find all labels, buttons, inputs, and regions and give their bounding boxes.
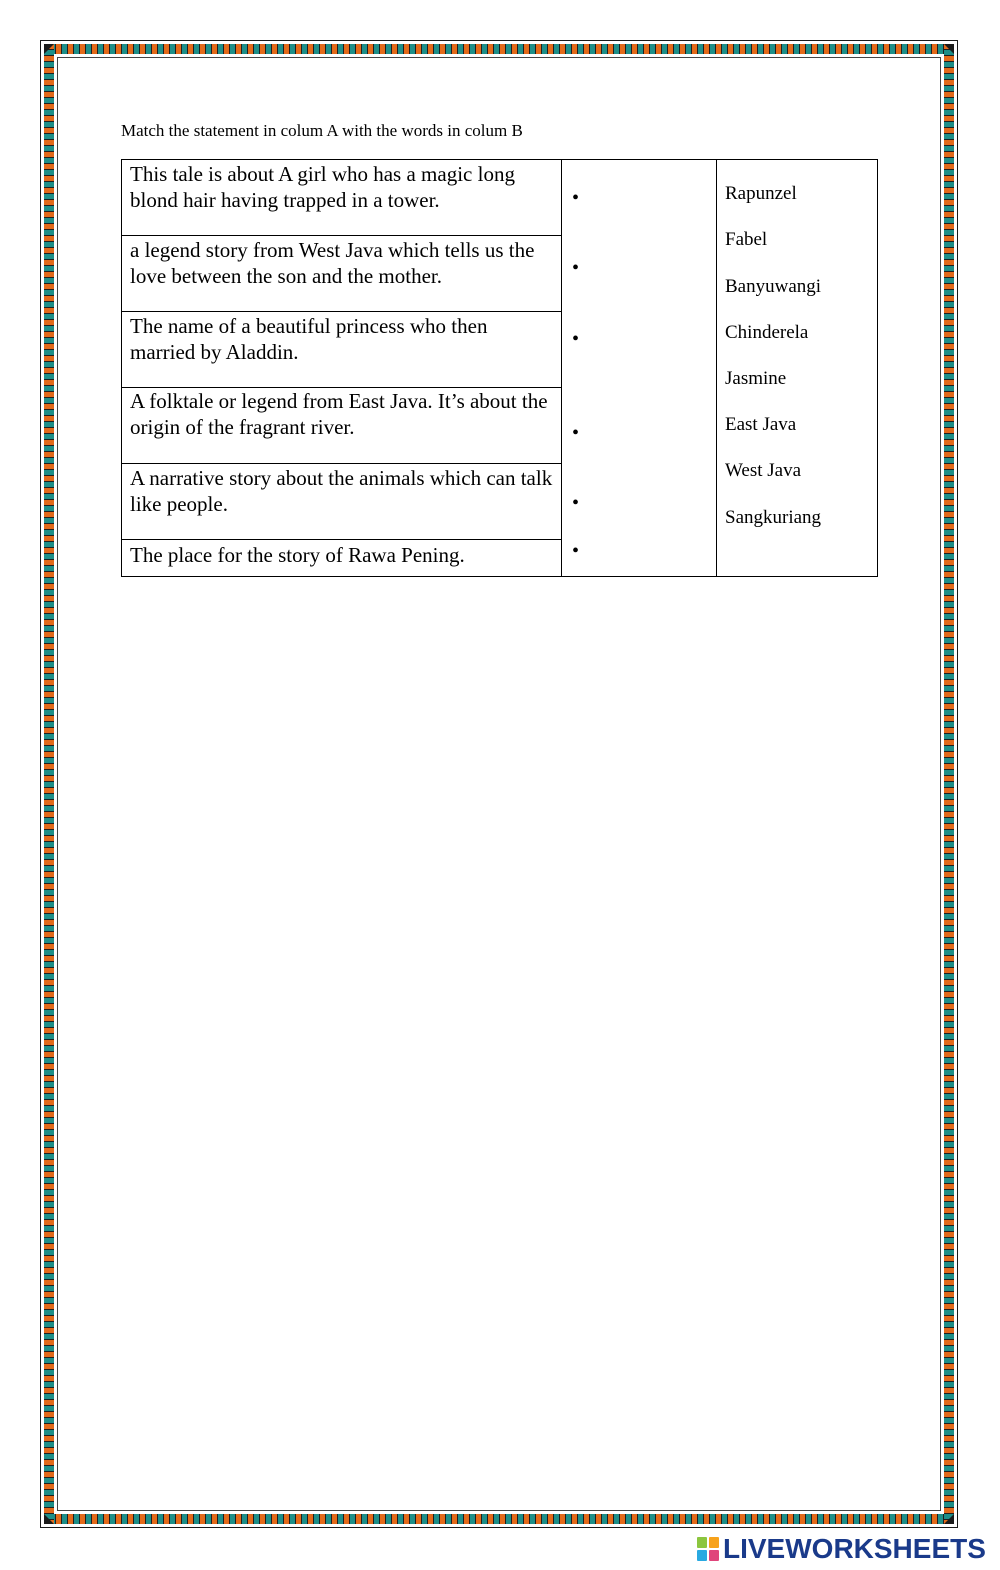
match-point-2[interactable]: • <box>572 257 580 279</box>
border-strip-left <box>44 44 54 1524</box>
word-option[interactable]: Sangkuriang <box>725 507 822 528</box>
match-points-column <box>561 160 716 576</box>
statement-6: The place for the story of Rawa Pening. <box>130 543 465 567</box>
word-option[interactable]: Banyuwangi <box>725 276 822 297</box>
word-option[interactable]: West Java <box>725 460 802 481</box>
column-b <box>716 160 877 576</box>
word-option[interactable]: Jasmine <box>725 368 787 389</box>
match-point-5[interactable]: • <box>572 492 580 514</box>
matching-table <box>121 159 878 577</box>
match-point-6[interactable]: • <box>572 540 580 562</box>
match-point-4[interactable]: • <box>572 422 580 444</box>
word-option[interactable]: Rapunzel <box>725 183 797 204</box>
border-strip-bottom <box>44 1514 954 1524</box>
column-a <box>122 160 561 576</box>
logo-text: LIVEWORKSHEETS <box>723 1533 986 1564</box>
match-point-1[interactable]: • <box>572 187 580 209</box>
statement-4: A folktale or legend from East Java. It’s about the origin of the fragrant river. <box>122 388 561 464</box>
border-strip-top <box>44 44 954 54</box>
liveworksheets-logo-icon <box>697 1537 719 1561</box>
match-point-3[interactable]: • <box>572 328 580 350</box>
word-option[interactable]: Chinderela <box>725 322 809 343</box>
word-option[interactable]: Fabel <box>725 229 768 250</box>
statement-5: A narrative story about the animals which can talk like people. <box>122 464 561 540</box>
liveworksheets-logo <box>697 1534 986 1564</box>
border-strip-right <box>944 44 954 1524</box>
statement-3: The name of a beautiful princess who then married by Aladdin. <box>122 312 561 388</box>
word-option[interactable]: East Java <box>725 414 797 435</box>
instruction-text: Match the statement in colum A with the words in colum B <box>121 121 523 140</box>
statement-1: This tale is about A girl who has a magic long blond hair having trapped in a tower. <box>122 160 561 236</box>
statement-2: a legend story from West Java which tells us the love between the son and the mother. <box>122 236 561 312</box>
